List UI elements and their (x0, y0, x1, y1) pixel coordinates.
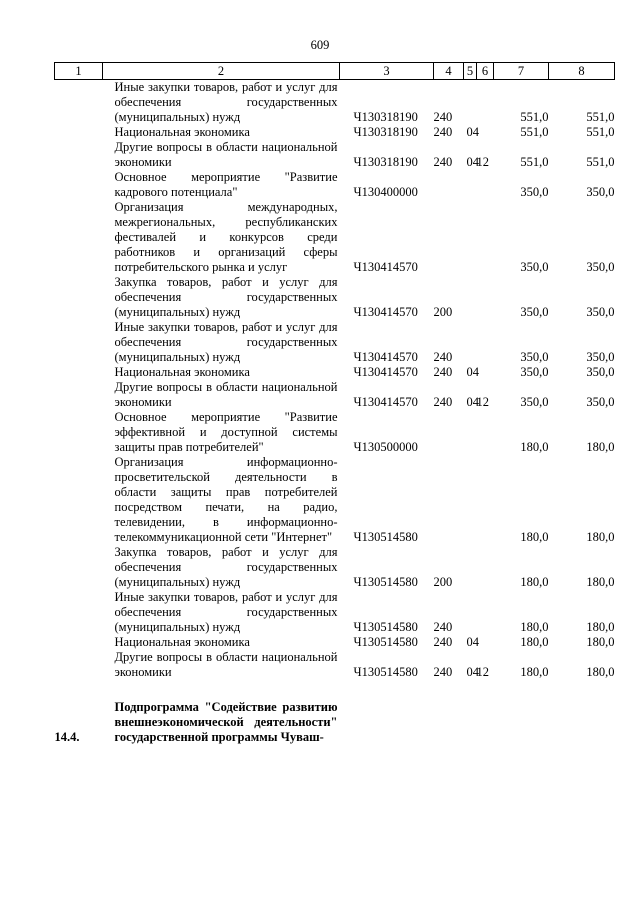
subsection-code (477, 200, 494, 275)
expense-type: 240 (433, 155, 453, 169)
row-name: Иные закупки товаров, работ и услуг для обеспечения государственных (муниципальных) нужд (114, 320, 338, 364)
target-code: Ч130318190 (353, 125, 418, 139)
section-code: 04 (466, 395, 479, 409)
subsection-code: 12 (476, 395, 489, 409)
expense-type: 240 (433, 125, 453, 139)
section-code (464, 410, 477, 455)
amount-col7: 180,0 (520, 620, 549, 634)
expense-type: 240 (433, 110, 453, 124)
amount-col7: 551,0 (520, 125, 549, 139)
section-code (464, 170, 477, 200)
section-code (464, 275, 477, 320)
expense-type (434, 455, 464, 545)
section-title: Подпрограмма "Содействие развитию внешнеэкономической деятельности" государственной программы Чуваш- (114, 700, 338, 744)
section-number: 14.4. (54, 730, 80, 744)
target-code: Ч130414570 (353, 395, 418, 409)
row-name: Национальная экономика (114, 125, 250, 139)
cell-empty (55, 320, 103, 365)
section-code: 04 (466, 365, 479, 379)
amount-col7: 180,0 (520, 665, 549, 679)
cell-empty (55, 545, 103, 590)
column-header: 1 (55, 63, 103, 80)
table-row (55, 275, 615, 320)
amount-col7: 350,0 (520, 365, 549, 379)
expense-type: 240 (433, 395, 453, 409)
cell-empty (55, 410, 103, 455)
subsection-code (477, 365, 494, 380)
amount-col8: 350,0 (586, 305, 615, 319)
amount-col7: 350,0 (520, 350, 549, 364)
section-code (464, 455, 477, 545)
amount-col8: 180,0 (586, 530, 615, 544)
table-row (55, 365, 615, 380)
cell-empty (55, 590, 103, 635)
subsection-code (477, 635, 494, 650)
target-code: Ч130514580 (353, 620, 418, 634)
subsection-code (477, 80, 494, 126)
column-header: 5 (464, 63, 477, 80)
expense-type: 240 (433, 620, 453, 634)
subsection-code (477, 545, 494, 590)
amount-col8: 350,0 (586, 260, 615, 274)
row-name: Национальная экономика (114, 635, 250, 649)
cell-empty (55, 635, 103, 650)
table-row (55, 320, 615, 365)
expense-type: 200 (433, 575, 453, 589)
section-code: 04 (466, 155, 479, 169)
cell-empty (55, 275, 103, 320)
section-row (55, 700, 615, 745)
target-code: Ч130414570 (353, 350, 418, 364)
column-header: 4 (434, 63, 464, 80)
section-code (464, 320, 477, 365)
row-name: Иные закупки товаров, работ и услуг для обеспечения государственных (муниципальных) нужд (114, 590, 338, 634)
section-code: 04 (466, 125, 479, 139)
subsection-code (477, 275, 494, 320)
table-row (55, 455, 615, 545)
target-code: Ч130514580 (353, 530, 418, 544)
row-name: Другие вопросы в области национальной экономики (114, 140, 338, 169)
cell-empty (55, 80, 103, 126)
subsection-code (477, 320, 494, 365)
expense-type: 240 (433, 350, 453, 364)
amount-col8: 350,0 (586, 365, 615, 379)
cell-empty (55, 170, 103, 200)
amount-col7: 551,0 (520, 155, 549, 169)
expense-type (434, 200, 464, 275)
column-header: 3 (340, 63, 434, 80)
row-name: Закупка товаров, работ и услуг для обеспечения государственных (муниципальных) нужд (114, 275, 338, 319)
row-name: Иные закупки товаров, работ и услуг для обеспечения государственных (муниципальных) нужд (114, 80, 338, 124)
target-code: Ч130318190 (353, 155, 418, 169)
column-header: 8 (549, 63, 615, 80)
amount-col8: 551,0 (586, 155, 615, 169)
expense-type: 200 (433, 305, 453, 319)
column-header: 6 (477, 63, 494, 80)
table-row (55, 140, 615, 170)
target-code: Ч130414570 (353, 365, 418, 379)
amount-col7: 350,0 (520, 395, 549, 409)
target-code: Ч130400000 (353, 185, 418, 199)
amount-col8: 180,0 (586, 635, 615, 649)
cell-empty (55, 200, 103, 275)
target-code: Ч130514580 (353, 575, 418, 589)
table-row (55, 410, 615, 455)
subsection-code: 12 (476, 665, 489, 679)
target-code: Ч130414570 (353, 305, 418, 319)
table-row (55, 545, 615, 590)
subsection-code (477, 590, 494, 635)
table-row (55, 635, 615, 650)
amount-col7: 180,0 (520, 635, 549, 649)
section-code (464, 200, 477, 275)
subsection-code (477, 170, 494, 200)
column-header: 7 (494, 63, 549, 80)
row-name: Основное мероприятие "Развитие кадрового потенциала" (114, 170, 338, 199)
amount-col8: 350,0 (586, 350, 615, 364)
section-code (464, 80, 477, 126)
expense-type: 240 (433, 665, 453, 679)
page-number: 609 (310, 38, 330, 52)
amount-col8: 551,0 (586, 110, 615, 124)
amount-col7: 180,0 (520, 440, 549, 454)
target-code: Ч130514580 (353, 665, 418, 679)
cell-empty (55, 140, 103, 170)
section-code (464, 545, 477, 590)
table-row (55, 590, 615, 635)
amount-col8: 551,0 (586, 125, 615, 139)
amount-col8: 180,0 (586, 575, 615, 589)
amount-col7: 350,0 (520, 305, 549, 319)
expense-type: 240 (433, 635, 453, 649)
amount-col8: 350,0 (586, 185, 615, 199)
expense-type (434, 410, 464, 455)
budget-table (54, 62, 615, 745)
table-row (55, 125, 615, 140)
cell-empty (55, 125, 103, 140)
cell-empty (55, 380, 103, 410)
table-row (55, 650, 615, 680)
amount-col7: 350,0 (520, 185, 549, 199)
amount-col7: 350,0 (520, 260, 549, 274)
table-row (55, 80, 615, 126)
section-code: 04 (466, 665, 479, 679)
subsection-code (477, 410, 494, 455)
target-code: Ч130414570 (353, 260, 418, 274)
target-code: Ч130500000 (353, 440, 418, 454)
subsection-code (477, 455, 494, 545)
amount-col8: 350,0 (586, 395, 615, 409)
amount-col7: 180,0 (520, 530, 549, 544)
expense-type: 240 (433, 365, 453, 379)
table-row (55, 200, 615, 275)
row-name: Другие вопросы в области национальной экономики (114, 380, 338, 409)
subsection-code: 12 (476, 155, 489, 169)
row-name: Национальная экономика (114, 365, 250, 379)
subsection-code (477, 125, 494, 140)
row-name: Организация информационно-просветительской деятельности в области защиты прав потребителей посредством печати, на радио, телевидении, в информационно-телекоммуникационной сети "Интернет" (114, 455, 338, 544)
row-name: Другие вопросы в области национальной экономики (114, 650, 338, 679)
row-name: Организация международных, межрегиональных, республиканских фестивалей и конкурсов среди работников и организаций сферы потребительского рынка и услуг (114, 200, 338, 274)
section-code: 04 (466, 635, 479, 649)
amount-col7: 180,0 (520, 575, 549, 589)
table-row (55, 170, 615, 200)
amount-col8: 180,0 (586, 620, 615, 634)
target-code: Ч130318190 (353, 110, 418, 124)
cell-empty (55, 365, 103, 380)
section-code (464, 590, 477, 635)
target-code: Ч130514580 (353, 635, 418, 649)
amount-col8: 180,0 (586, 665, 615, 679)
row-name: Закупка товаров, работ и услуг для обеспечения государственных (муниципальных) нужд (114, 545, 338, 589)
row-name: Основное мероприятие "Развитие эффективной и доступной системы защиты прав потребителей" (114, 410, 338, 454)
cell-empty (55, 650, 103, 680)
column-header: 2 (103, 63, 340, 80)
amount-col7: 551,0 (520, 110, 549, 124)
table-header-row (55, 63, 615, 80)
amount-col8: 180,0 (586, 440, 615, 454)
cell-empty (55, 455, 103, 545)
table-row (55, 380, 615, 410)
expense-type (434, 170, 464, 200)
